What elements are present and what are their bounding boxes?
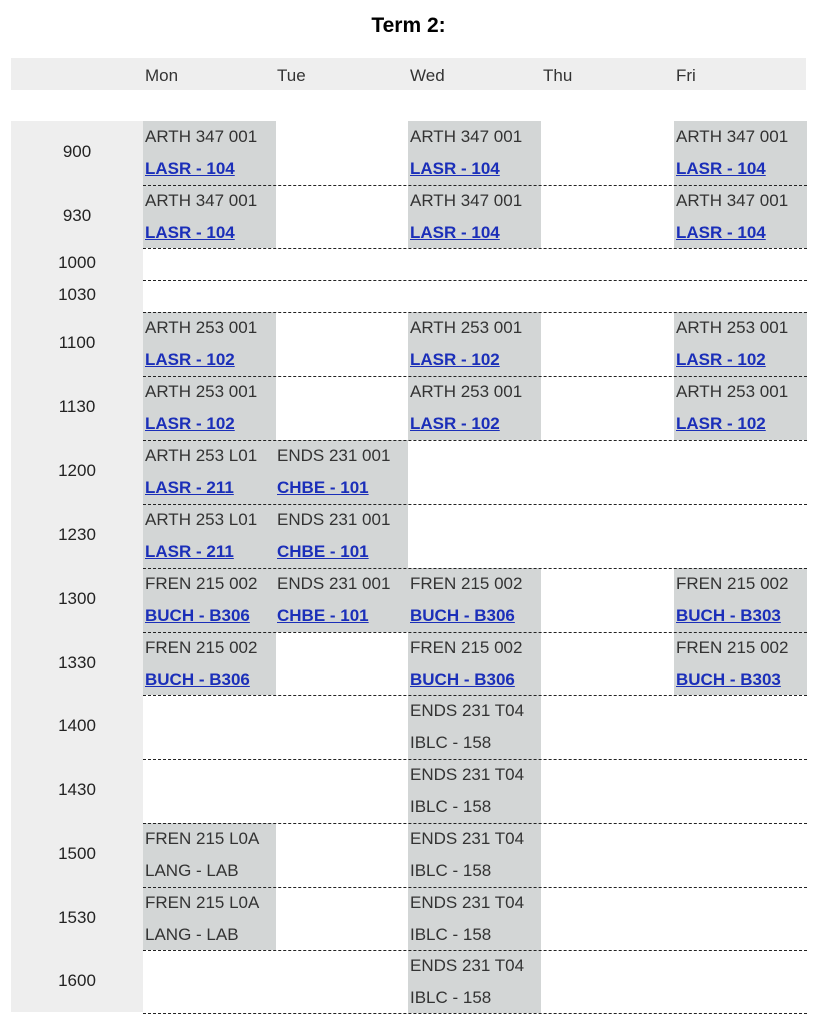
course-code: ARTH 253 001 (410, 382, 523, 401)
room-link[interactable]: CHBE - 101 (277, 478, 369, 497)
time-label: 930 (62, 205, 92, 225)
room-link[interactable]: LASR - 102 (676, 414, 766, 433)
course-code: ENDS 231 T04 (410, 701, 525, 720)
course-code: ARTH 253 001 (145, 318, 258, 337)
room-label: LANG - LAB (145, 861, 239, 880)
room-link[interactable]: BUCH - B306 (410, 606, 515, 625)
room-link[interactable]: BUCH - B306 (145, 669, 250, 689)
room-link[interactable]: CHBE - 101 (277, 542, 369, 561)
time-label: 1030 (58, 285, 96, 304)
course-code: ARTH 347 001 (145, 127, 258, 146)
row-divider (143, 695, 807, 696)
room-label: IBLC - 158 (410, 987, 492, 1007)
row-divider (143, 248, 807, 249)
row-divider (143, 1013, 807, 1014)
row-divider (143, 280, 807, 281)
time-label: 1400 (58, 716, 96, 735)
course-code: FREN 215 L0A (145, 829, 260, 848)
time-label: 1430 (58, 780, 96, 799)
course-code: ARTH 253 L01 (145, 510, 258, 529)
room-link[interactable]: LASR - 104 (410, 222, 500, 242)
row-divider (143, 376, 807, 377)
course-code: ARTH 253 001 (676, 318, 789, 337)
time-label: 1230 (58, 525, 96, 544)
course-code: ARTH 347 001 (676, 191, 789, 210)
row-divider (143, 312, 807, 313)
row-divider (143, 632, 807, 633)
course-code: FREN 215 002 (676, 574, 789, 593)
room-link[interactable]: LASR - 211 (145, 478, 234, 497)
room-link[interactable]: BUCH - B306 (410, 669, 515, 689)
day-header-mon: Mon (145, 66, 179, 85)
time-label: 900 (62, 142, 92, 161)
room-label: IBLC - 158 (410, 924, 492, 944)
day-header-tue: Tue (277, 66, 306, 85)
course-code: ENDS 231 T04 (410, 765, 525, 784)
course-code: ENDS 231 001 (277, 446, 391, 465)
room-link[interactable]: CHBE - 101 (277, 606, 369, 625)
room-link[interactable]: BUCH - B303 (676, 606, 781, 625)
time-label: 1300 (58, 589, 96, 608)
page-title: Term 2: (371, 14, 446, 37)
time-label: 1600 (58, 970, 96, 990)
course-code: ARTH 347 001 (145, 191, 258, 210)
room-link[interactable]: LASR - 104 (676, 159, 766, 178)
course-code: ARTH 253 001 (145, 382, 258, 401)
room-label: LANG - LAB (145, 924, 239, 944)
room-link[interactable]: LASR - 102 (145, 414, 235, 433)
course-code: ARTH 253 L01 (145, 446, 258, 465)
course-code: FREN 215 002 (145, 638, 258, 657)
room-label: IBLC - 158 (410, 733, 492, 752)
time-label: 1100 (58, 333, 96, 352)
course-code: ENDS 231 001 (277, 510, 391, 529)
course-code: ENDS 231 T04 (410, 893, 525, 912)
course-code: ARTH 347 001 (410, 127, 523, 146)
day-header-thu: Thu (543, 66, 573, 85)
row-divider (143, 504, 807, 505)
row-divider (143, 759, 807, 760)
room-link[interactable]: LASR - 102 (410, 350, 500, 369)
row-divider (143, 440, 807, 441)
room-link[interactable]: BUCH - B306 (145, 606, 250, 625)
room-link[interactable]: LASR - 104 (676, 222, 766, 242)
row-divider (143, 823, 807, 824)
day-header-wed: Wed (410, 66, 445, 85)
room-link[interactable]: LASR - 102 (676, 350, 766, 369)
course-code: FREN 215 002 (676, 638, 789, 657)
time-label: 1500 (58, 844, 96, 863)
row-divider (143, 887, 807, 888)
course-code: FREN 215 002 (410, 574, 523, 593)
course-code: FREN 215 002 (410, 638, 523, 657)
course-code: ENDS 231 001 (277, 574, 391, 593)
course-code: ARTH 347 001 (676, 127, 789, 146)
room-label: IBLC - 158 (410, 797, 492, 816)
course-code: ENDS 231 T04 (410, 956, 525, 975)
course-code: FREN 215 L0A (145, 893, 260, 912)
room-label: IBLC - 158 (410, 861, 492, 880)
course-code: ARTH 253 001 (410, 318, 523, 337)
room-link[interactable]: LASR - 102 (410, 414, 500, 433)
row-divider (143, 568, 807, 569)
room-link[interactable]: LASR - 102 (145, 350, 235, 369)
row-divider (143, 950, 807, 951)
room-link[interactable]: LASR - 211 (145, 542, 234, 561)
day-header-fri: Fri (676, 66, 696, 85)
time-label: 1130 (58, 397, 96, 416)
room-link[interactable]: LASR - 104 (145, 159, 235, 178)
room-link[interactable]: LASR - 104 (145, 222, 235, 242)
row-divider (143, 185, 807, 186)
course-code: ENDS 231 T04 (410, 829, 525, 848)
time-label: 1000 (58, 253, 96, 272)
time-label: 1530 (58, 907, 96, 927)
room-link[interactable]: BUCH - B303 (676, 669, 781, 689)
course-code: ARTH 347 001 (410, 191, 523, 210)
time-label: 1200 (58, 461, 96, 480)
course-code: FREN 215 002 (145, 574, 258, 593)
time-label: 1330 (58, 652, 96, 672)
room-link[interactable]: LASR - 104 (410, 159, 500, 178)
course-code: ARTH 253 001 (676, 382, 789, 401)
